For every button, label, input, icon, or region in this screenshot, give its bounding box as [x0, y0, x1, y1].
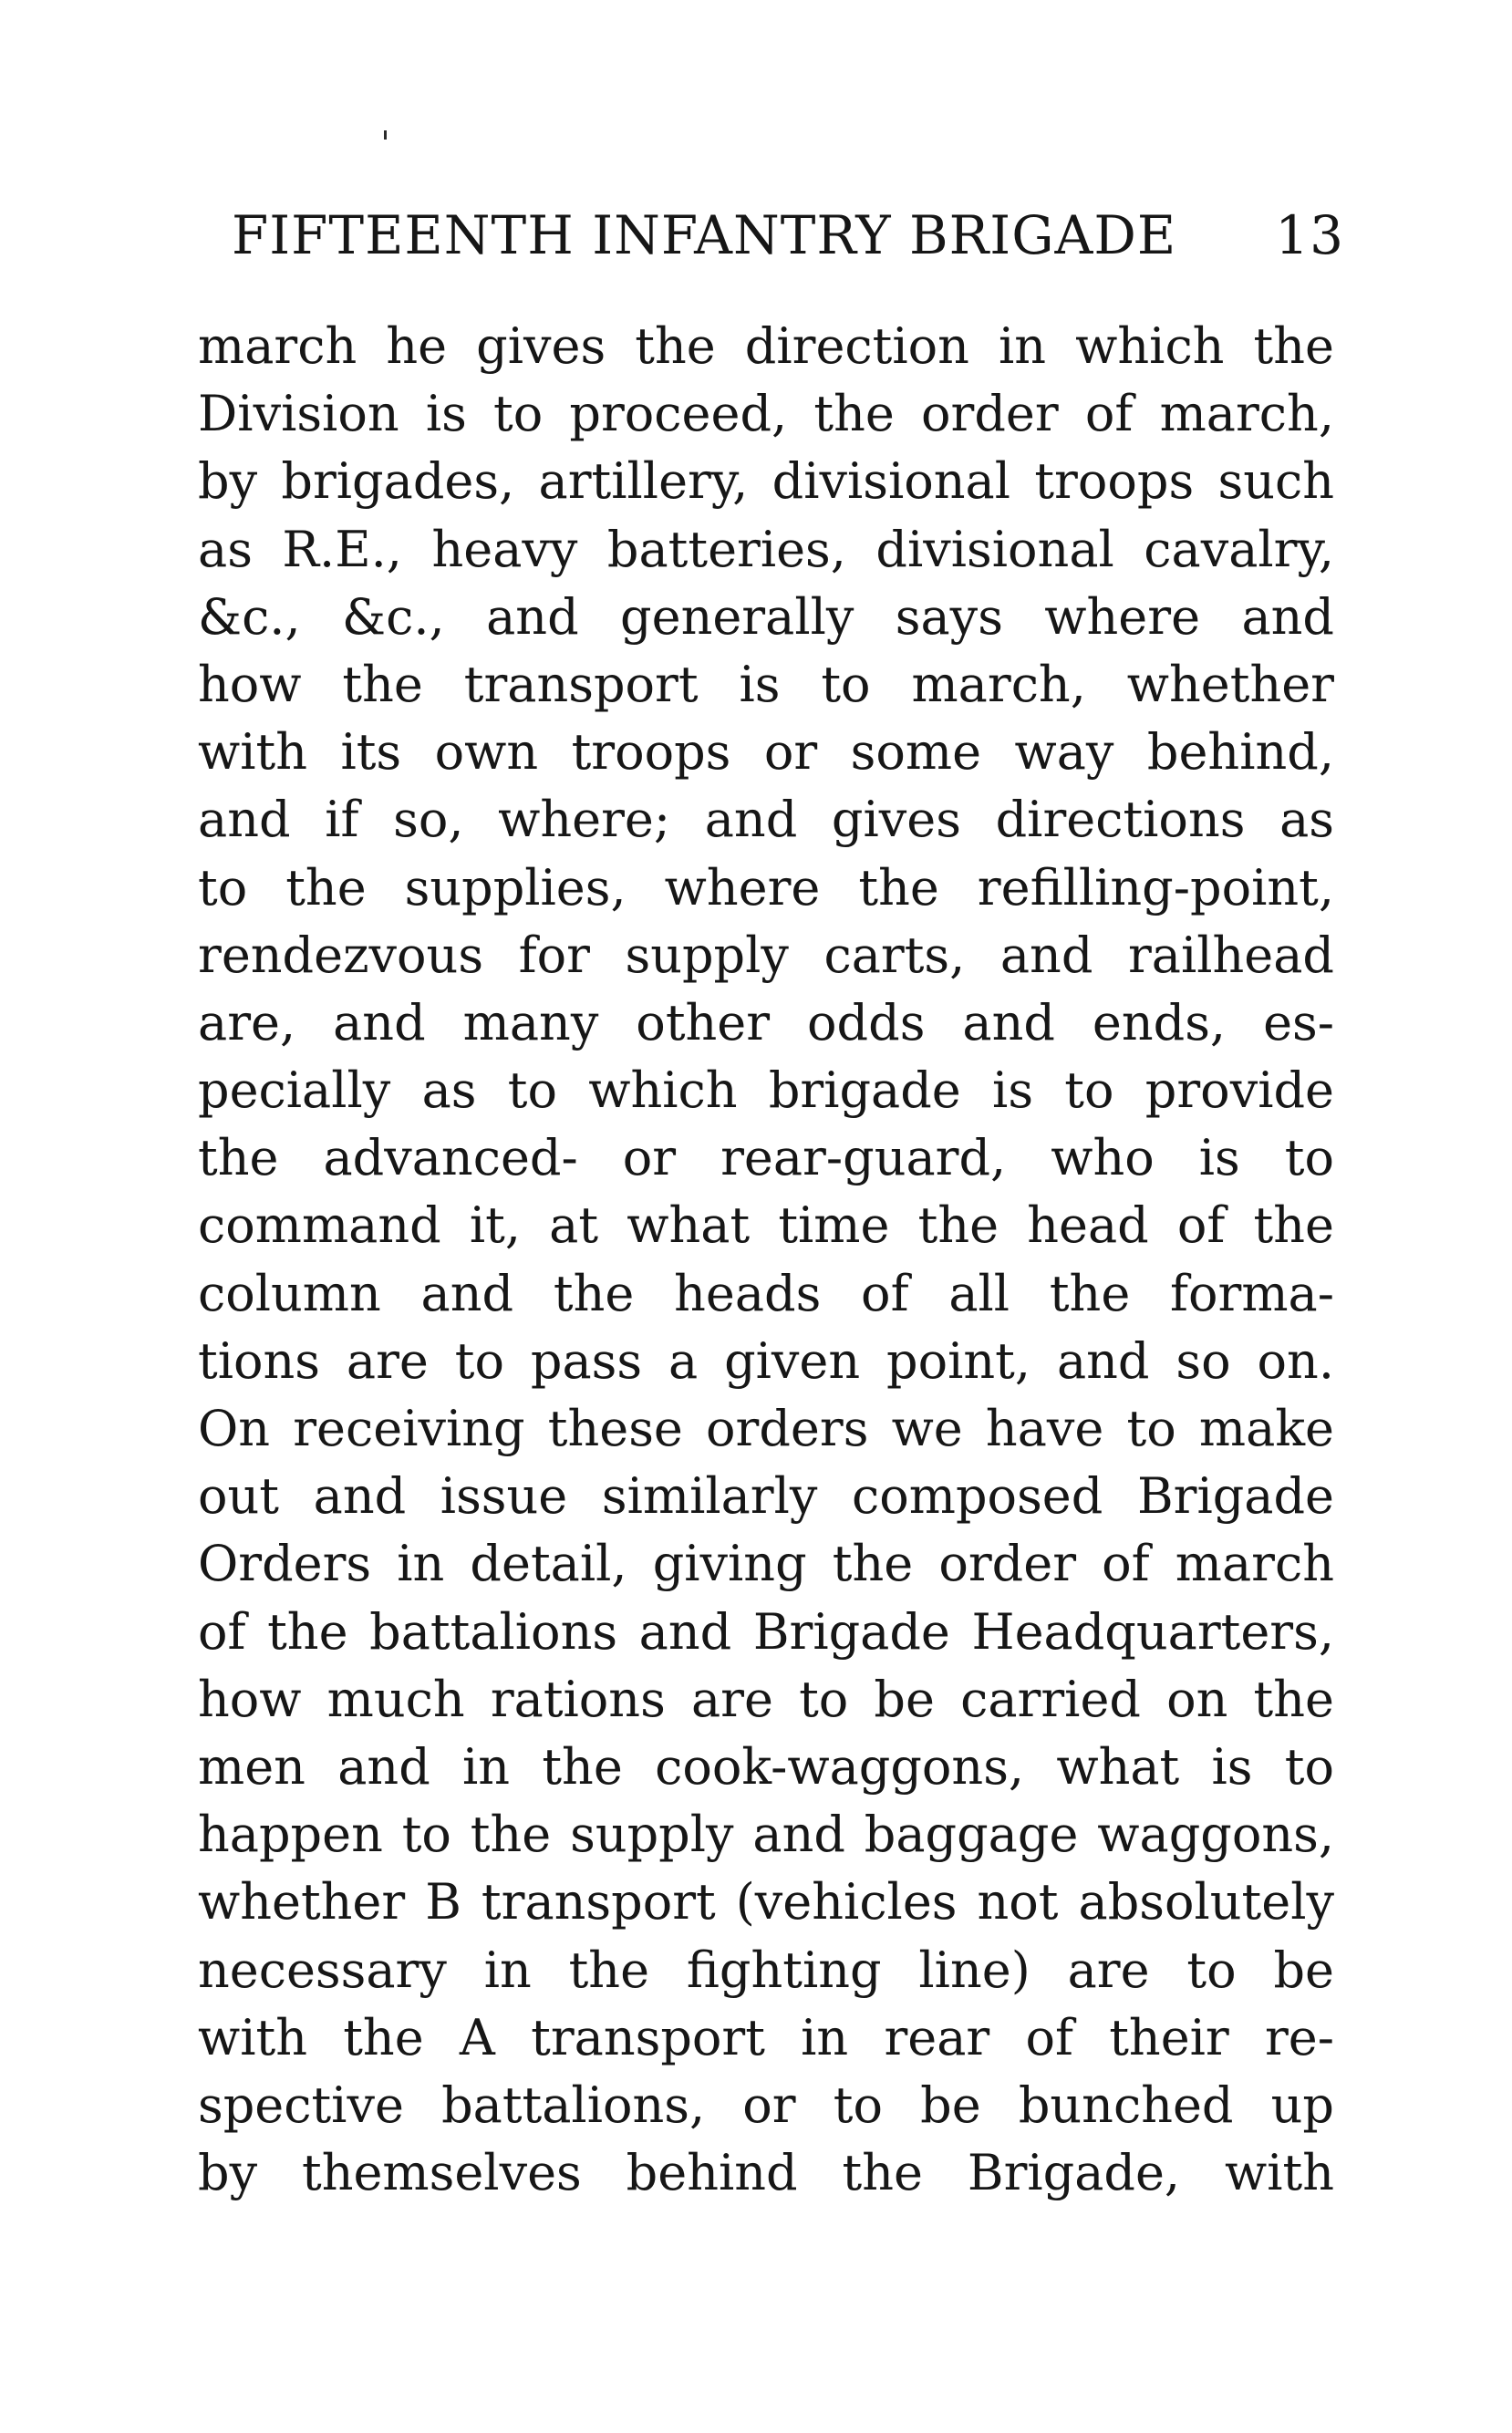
text-line: as R.E., heavy batteries, divisional cavalry, [198, 520, 1334, 578]
text-line: column and the heads of all the forma- [198, 1264, 1334, 1322]
page-number: 13 [1275, 204, 1344, 266]
text-line: necessary in the fighting line) are to be [198, 1941, 1334, 1999]
text-line: with its own troops or some way behind, [198, 723, 1334, 782]
text-line: On receiving these orders we have to make [198, 1400, 1334, 1457]
running-head-title: FIFTEENTH INFANTRY BRIGADE [232, 204, 1177, 266]
text-line: and if so, where; and gives directions as [198, 791, 1334, 849]
print-speck [384, 130, 387, 140]
text-line: spective battalions, or to be bunched up [198, 2076, 1334, 2134]
text-line: march he gives the direction in which the [198, 317, 1334, 375]
text-line: by brigades, artillery, divisional troops such [198, 452, 1334, 511]
text-line: out and issue similarly composed Brigade [198, 1467, 1334, 1526]
text-line: whether B transport (vehicles not absolutely [198, 1873, 1334, 1931]
running-head [232, 199, 1344, 272]
text-line: Orders in detail, giving the order of march [198, 1535, 1334, 1593]
text-line: how the transport is to march, whether [198, 655, 1334, 713]
text-line: the advanced- or rear-guard, who is to [198, 1129, 1334, 1187]
text-line: happen to the supply and baggage waggons, [198, 1806, 1334, 1864]
text-line: to the supplies, where the refilling-point, [198, 858, 1334, 916]
body-text [198, 313, 1334, 2207]
text-line: with the A transport in rear of their re- [198, 2008, 1334, 2066]
text-line: how much rations are to be carried on the [198, 1670, 1334, 1728]
text-line: pecially as to which brigade is to provide [198, 1061, 1334, 1120]
text-line: of the battalions and Brigade Headquarters, [198, 1602, 1334, 1661]
text-line: Division is to proceed, the order of march, [198, 385, 1334, 443]
text-line: rendezvous for supply carts, and railhead [198, 926, 1334, 984]
text-line: &c., &c., and generally says where and [198, 587, 1334, 646]
text-line: men and in the cook-waggons, what is to [198, 1737, 1334, 1796]
text-line: are, and many other odds and ends, es- [198, 993, 1334, 1051]
text-line: command it, at what time the head of the [198, 1196, 1334, 1255]
text-line: tions are to pass a given point, and so on. [198, 1331, 1334, 1390]
text-line: by themselves behind the Brigade, with [198, 2144, 1334, 2202]
